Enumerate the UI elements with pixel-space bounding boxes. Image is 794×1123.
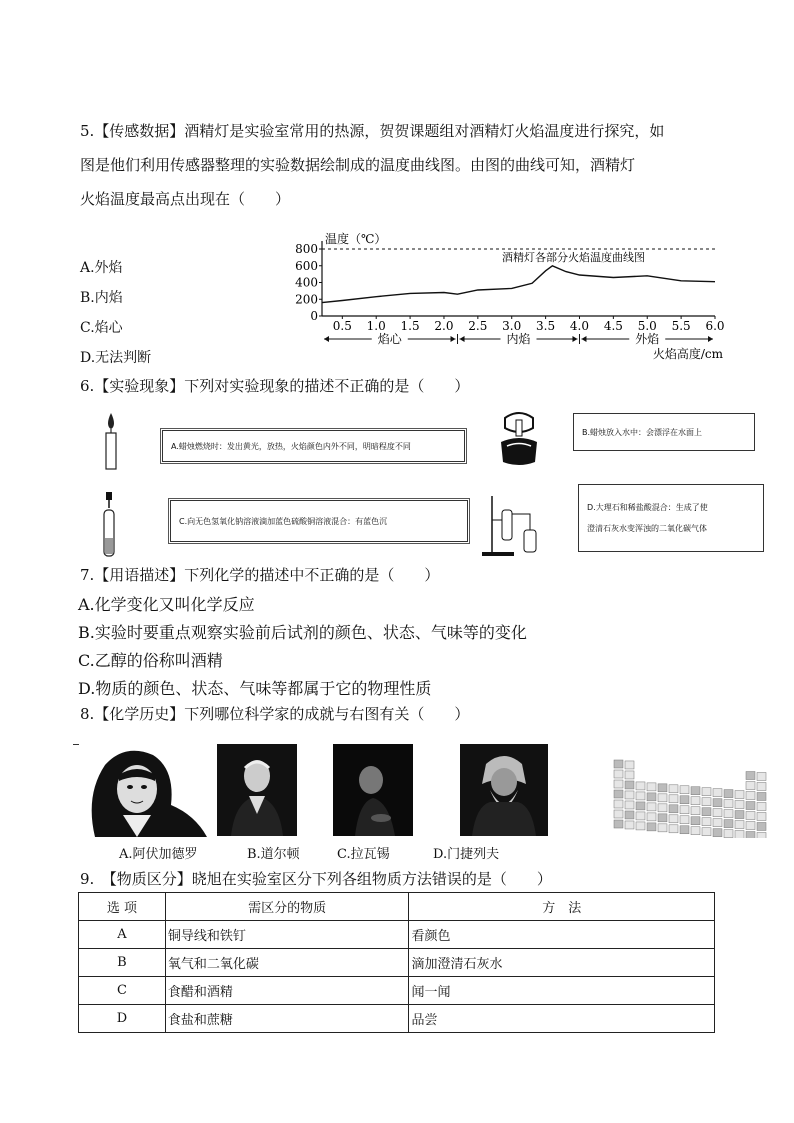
periodic-cell [658, 824, 667, 832]
x-tick-label: 5.0 [637, 319, 657, 333]
periodic-cell [757, 822, 766, 830]
q6-title: 6.【实验现象】下列对实验现象的描述不正确的是（ ） [80, 377, 470, 395]
periodic-cell [702, 788, 711, 796]
periodic-cell [669, 815, 678, 823]
periodic-cell [614, 780, 623, 788]
q9-table [78, 892, 715, 1033]
q5-option-c: C.焰心 [80, 320, 123, 336]
row-substances: 食盐和蔗糖 [165, 1005, 409, 1033]
portrait-mendeleev [460, 744, 548, 836]
x-tick-label: 3.0 [502, 319, 522, 333]
portrait-lavoisier [333, 744, 413, 836]
y-tick-label: 800 [295, 242, 318, 256]
periodic-cell [636, 782, 645, 790]
row-method: 品尝 [409, 1005, 715, 1033]
header-method: 方 法 [409, 893, 715, 921]
x-tick-label: 4.5 [603, 319, 623, 333]
q7-option-d: D.物质的颜色、状态、气味等都属于它的物理性质 [78, 679, 432, 698]
y-axis-label: 温度（℃） [325, 232, 387, 246]
region-label: 焰心 [377, 332, 402, 346]
q7-option-a: A.化学变化又叫化学反应 [78, 595, 255, 614]
temperature-chart [290, 225, 740, 365]
periodic-cell [757, 792, 766, 800]
row-substances: 铜导线和铁钉 [165, 921, 409, 949]
periodic-cell [713, 809, 722, 817]
q8-option-d: D.门捷列夫 [433, 847, 500, 862]
periodic-cell [757, 772, 766, 780]
periodic-cell [625, 821, 634, 829]
table-row [79, 921, 715, 949]
periodic-cell [713, 819, 722, 827]
x-tick-label: 1.5 [400, 319, 420, 333]
periodic-cell [724, 810, 733, 818]
portrait-dalton [217, 744, 297, 836]
y-tick-label: 400 [295, 275, 318, 290]
periodic-cell [669, 805, 678, 813]
table-row [79, 949, 715, 977]
periodic-cell [735, 791, 744, 799]
row-option: D [79, 1005, 166, 1033]
periodic-cell [658, 814, 667, 822]
periodic-cell [625, 781, 634, 789]
periodic-cell [724, 820, 733, 828]
dropper-tube-image [98, 490, 120, 560]
arrowhead-right [572, 336, 577, 342]
x-tick-label: 2.5 [468, 319, 488, 333]
row-substances: 食醋和酒精 [165, 977, 409, 1005]
periodic-cell [614, 760, 623, 768]
row-option: C [79, 977, 166, 1005]
arrowhead-left [460, 336, 465, 342]
table-header-row [79, 893, 715, 921]
periodic-cell [625, 771, 634, 779]
q6-box-a: A.蜡烛燃烧时：发出黄光，放热，火焰颜色内外不同，明暗程度不同 [162, 430, 465, 462]
periodic-cell [625, 791, 634, 799]
periodic-cell [724, 790, 733, 798]
periodic-cell [691, 827, 700, 835]
q6-box-d-line2: 澄清石灰水变浑浊的二氧化碳气体 [587, 524, 707, 533]
periodic-cell [746, 812, 755, 820]
q5-line3: 火焰温度最高点出现在（ ） [80, 190, 291, 208]
q7-title: 7.【用语描述】下列化学的描述中不正确的是（ ） [80, 566, 440, 584]
periodic-cell [658, 784, 667, 792]
arrowhead-right [708, 336, 713, 342]
row-substances: 氧气和二氧化碳 [165, 949, 409, 977]
x-tick-label: 1.0 [366, 319, 386, 333]
q5-line1: 5.【传感数据】酒精灯是实验室常用的热源，贺贺课题组对酒精灯火焰温度进行探究，如 [80, 122, 665, 140]
periodic-cell [746, 832, 755, 838]
periodic-cell [636, 802, 645, 810]
q7-option-b: B.实验时要重点观察实验前后试剂的颜色、状态、气味等的变化 [78, 623, 527, 642]
periodic-cell [658, 794, 667, 802]
periodic-cell [746, 792, 755, 800]
row-method: 看颜色 [409, 921, 715, 949]
header-option: 选 项 [79, 893, 166, 921]
periodic-cell [724, 830, 733, 838]
periodic-cell [647, 813, 656, 821]
q6-box-d-line1: D.大理石和稀盐酸混合：生成了使 [587, 503, 708, 512]
periodic-cell [735, 831, 744, 838]
q5-option-b: B.内焰 [80, 290, 123, 306]
row-method: 滴加澄清石灰水 [409, 949, 715, 977]
periodic-cell [647, 803, 656, 811]
periodic-cell [757, 832, 766, 838]
x-axis-label: 火焰高度/cm [652, 347, 723, 361]
periodic-cell [614, 800, 623, 808]
q5-option-a: A.外焰 [80, 260, 123, 276]
x-tick-label: 4.0 [569, 319, 590, 333]
periodic-cell [691, 787, 700, 795]
region-label: 外焰 [635, 332, 660, 346]
periodic-cell [647, 783, 656, 791]
x-tick-label: 5.5 [671, 319, 691, 333]
periodic-cell [680, 786, 689, 794]
periodic-cell [625, 811, 634, 819]
periodic-cell [724, 800, 733, 808]
header-substances: 需区分的物质 [165, 893, 409, 921]
periodic-cell [636, 822, 645, 830]
periodic-cell [614, 790, 623, 798]
q5-line2: 图是他们利用传感器整理的实验数据绘制成的温度曲线图。由图的曲线可知，酒精灯 [80, 156, 636, 174]
q8-title: 8.【化学历史】下列哪位科学家的成就与右图有关（ ） [80, 705, 470, 723]
periodic-cell [757, 782, 766, 790]
periodic-cell [691, 817, 700, 825]
y-tick-label: 600 [295, 258, 318, 273]
periodic-cell [746, 802, 755, 810]
periodic-cell [614, 810, 623, 818]
periodic-cell [691, 807, 700, 815]
periodic-cell [746, 782, 755, 790]
q8-option-c: C.拉瓦锡 [337, 847, 390, 862]
periodic-cell [746, 772, 755, 780]
periodic-cell [746, 822, 755, 830]
q6-box-c: C.向无色氢氧化钠溶液滴加蓝色硫酸铜溶液混合：有蓝色沉 [170, 500, 468, 542]
row-option: A [79, 921, 166, 949]
periodic-cell [702, 828, 711, 836]
q9-title: 9. 【物质区分】晓旭在实验室区分下列各组物质方法错误的是（ ） [80, 870, 552, 888]
periodic-cell [680, 816, 689, 824]
periodic-cell [757, 812, 766, 820]
periodic-cell [636, 812, 645, 820]
periodic-cell [647, 793, 656, 801]
x-tick-label: 6.0 [705, 319, 725, 333]
q7-option-c: C.乙醇的俗称叫酒精 [78, 651, 223, 670]
periodic-cell [735, 821, 744, 829]
periodic-cell [614, 770, 623, 778]
y-tick-label: 0 [310, 309, 318, 323]
periodic-cell [614, 820, 623, 828]
periodic-table-image [606, 748, 778, 838]
candle-in-water-image [495, 408, 543, 466]
periodic-cell [713, 799, 722, 807]
periodic-cell [625, 801, 634, 809]
periodic-cell [669, 785, 678, 793]
periodic-cell [702, 798, 711, 806]
periodic-cell [680, 806, 689, 814]
q6-box-d [578, 484, 764, 552]
table-row [79, 1005, 715, 1033]
periodic-cell [713, 789, 722, 797]
x-tick-label: 2.0 [434, 319, 454, 333]
row-method: 闻一闻 [409, 977, 715, 1005]
arrowhead-left [581, 336, 586, 342]
periodic-cell [702, 808, 711, 816]
chart-title: 酒精灯各部分火焰温度曲线图 [502, 251, 645, 264]
row-option: B [79, 949, 166, 977]
periodic-cell [647, 823, 656, 831]
q6-box-b: B.蜡烛放入水中：会漂浮在水面上 [573, 413, 755, 451]
q5-option-d: D.无法判断 [80, 350, 152, 366]
temperature-series-line [322, 266, 715, 303]
periodic-cell [658, 804, 667, 812]
gas-apparatus-image [478, 490, 548, 560]
q8-option-a: A.阿伏加德罗 [119, 847, 198, 862]
portrait-avogadro [75, 745, 207, 837]
periodic-cell [669, 825, 678, 833]
periodic-cell [691, 797, 700, 805]
arrowhead-left [324, 336, 329, 342]
periodic-cell [713, 829, 722, 837]
arrowhead-right [451, 336, 456, 342]
periodic-cell [625, 761, 634, 769]
periodic-cell [757, 802, 766, 810]
periodic-cell [702, 818, 711, 826]
table-row [79, 977, 715, 1005]
periodic-cell [636, 792, 645, 800]
q8-option-b: B.道尔顿 [247, 847, 300, 862]
candle-image [98, 411, 124, 471]
periodic-cell [680, 826, 689, 834]
x-tick-label: 3.5 [536, 319, 556, 333]
x-tick-label: 0.5 [332, 319, 352, 333]
y-tick-label: 200 [295, 292, 318, 307]
periodic-cell [735, 801, 744, 809]
periodic-cell [669, 795, 678, 803]
periodic-cell [680, 796, 689, 804]
region-label: 内焰 [506, 332, 531, 346]
periodic-cell [735, 811, 744, 819]
